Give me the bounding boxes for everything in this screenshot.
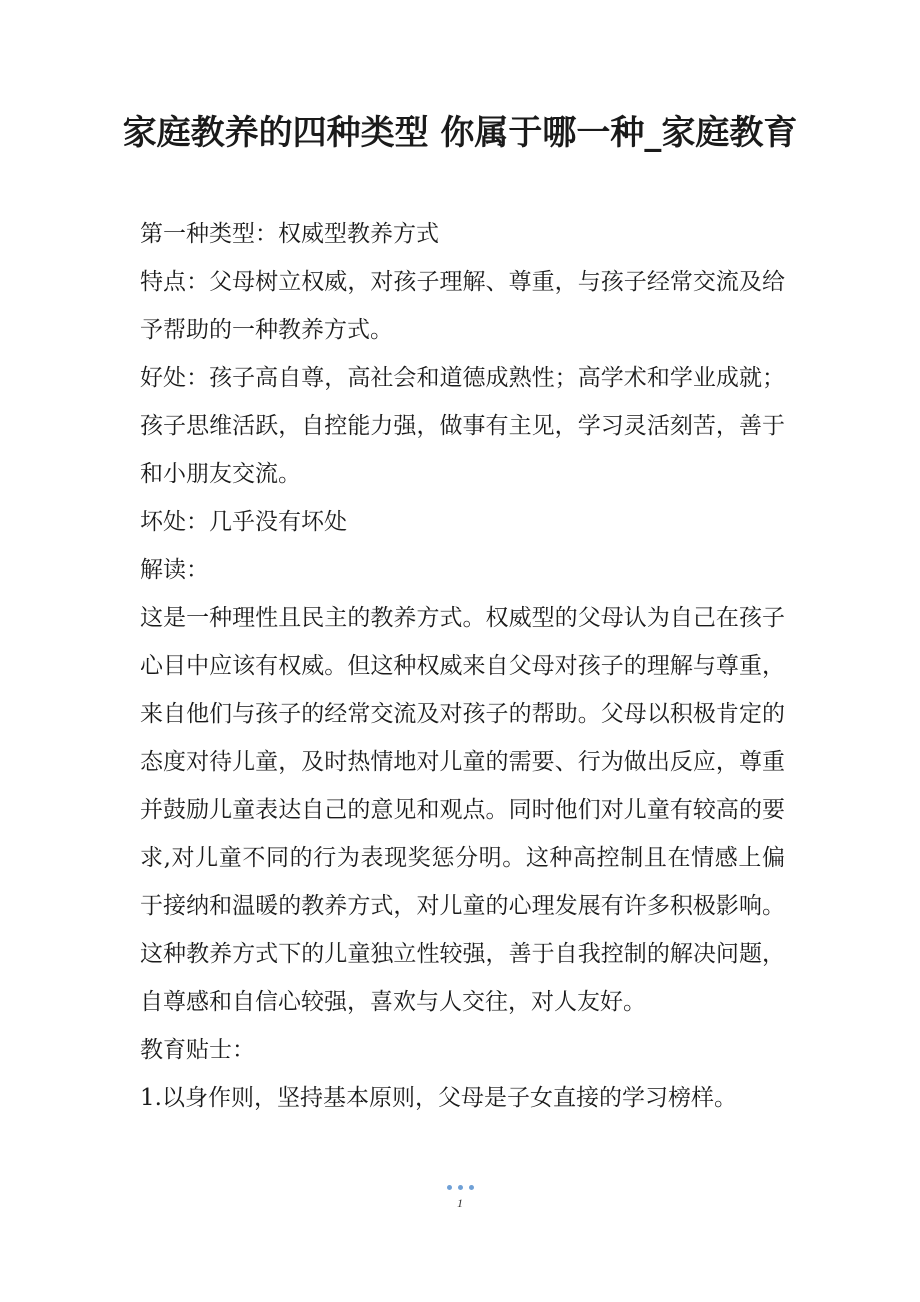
document-title: 家庭教养的四种类型 你属于哪一种_家庭教育 — [122, 113, 798, 153]
paragraph-tips-label: 教育贴士： — [140, 1037, 255, 1063]
page-number: 1 — [457, 1196, 463, 1210]
paragraph-tip-1: 1.以身作则，坚持基本原则，父母是子女直接的学习榜样。 — [140, 1085, 737, 1111]
page-footer — [0, 1175, 920, 1210]
paragraph-drawbacks: 坏处：几乎没有坏处 — [140, 509, 347, 535]
ellipsis-icon — [447, 1183, 474, 1193]
paragraph-interpretation: 这是一种理性且民主的教养方式。权威型的父母认为自己在孩子心目中应该有权威。但这种权威来自父母对孩子的理解与尊重，来自他们与孩子的经常交流及对孩子的帮助。父母以积极肯定的态度对待儿童，及时热情地对儿童的需要、行为做出反应，尊重并鼓励儿童表达自己的意见和观点。同时他们对儿童有较高的要求,对儿童不同的行为表现奖惩分明。这种高控制且在情感上偏于接纳和温暖的教养方式，对儿童的心理发展有许多积极影响。这种教养方式下的儿童独立性较强，善于自我控制的解决问题，自尊感和自信心较强，喜欢与人交往，对人友好。 — [140, 605, 785, 1015]
paragraph-interpretation-label: 解读： — [140, 557, 209, 583]
paragraph-benefits: 好处：孩子高自尊，高社会和道德成熟性；高学术和学业成就；孩子思维活跃，自控能力强，做事有主见，学习灵活刻苦，善于和小朋友交流。 — [140, 365, 785, 487]
paragraph-type-heading: 第一种类型：权威型教养方式 — [140, 221, 439, 247]
paragraph-features: 特点：父母树立权威，对孩子理解、尊重，与孩子经常交流及给予帮助的一种教养方式。 — [140, 269, 785, 343]
document-body — [140, 210, 785, 1122]
